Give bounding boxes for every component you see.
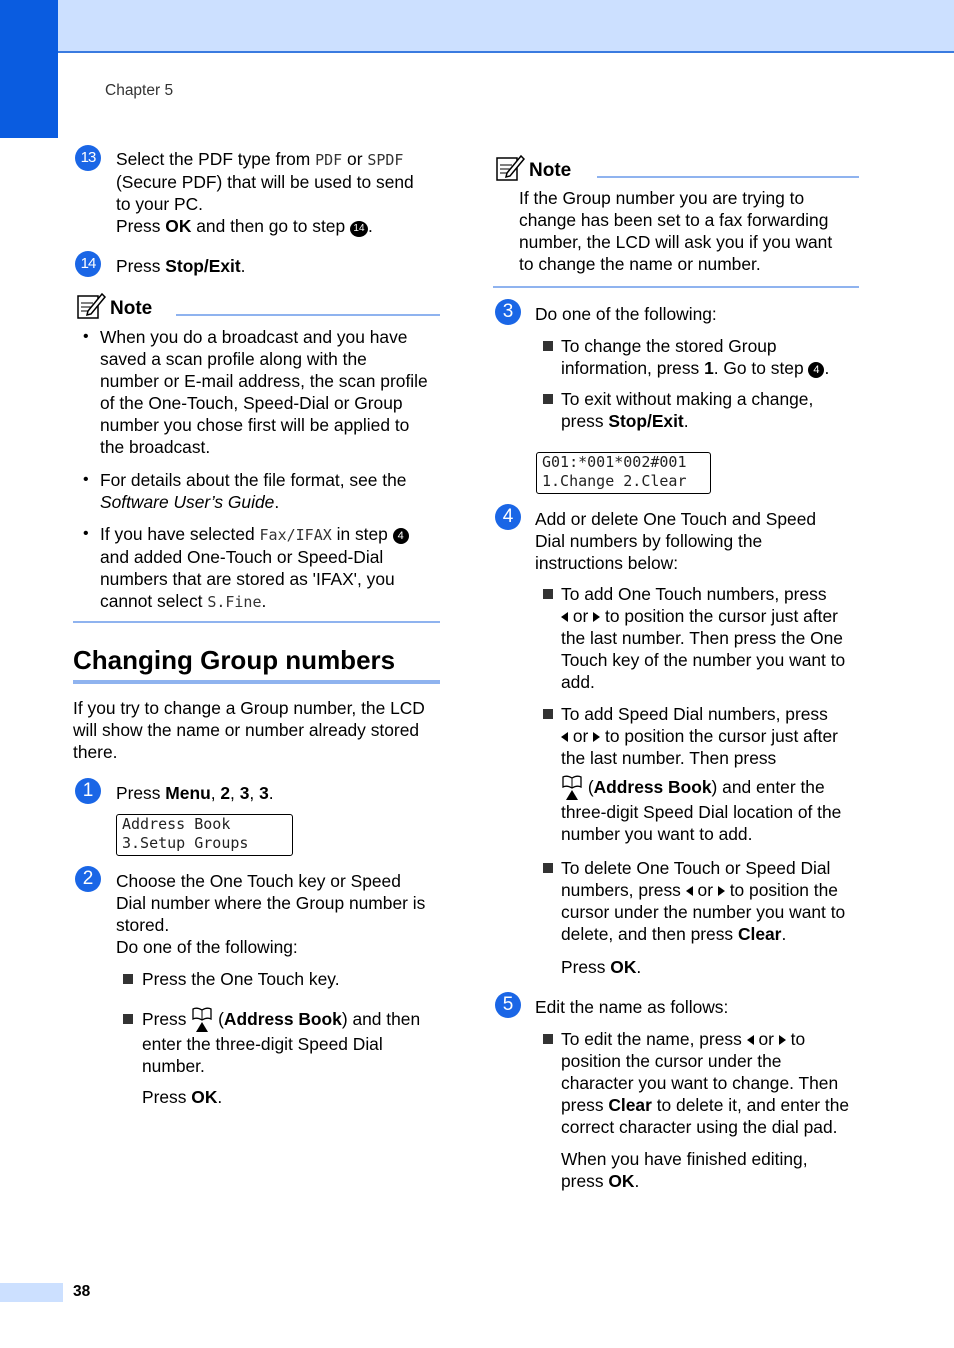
step-3-option-1: To change the stored Group information, press 1. Go to step 4 .	[561, 336, 830, 378]
section-title: Changing Group numbers	[73, 645, 396, 675]
left-arrow-icon	[686, 886, 693, 896]
section-intro: If you try to change a Group number, the LCD will show the name or number already stored there.	[73, 698, 425, 762]
note-rule-bottom	[73, 621, 440, 623]
page-number: 38	[73, 1283, 91, 1300]
note-title: Note	[110, 298, 153, 319]
step-3-text: Do one of the following:	[535, 304, 717, 324]
note-bullet-1: When you do a broadcast and you have saved a scan profile along with the number or E-mail address, the scan profile of the One-Touch, Speed-Dial or Group number you chose first will be applied to the broadcast.	[100, 327, 428, 457]
bullet-square	[543, 863, 553, 873]
bullet-square	[123, 1014, 133, 1024]
bullet-square	[543, 589, 553, 599]
step-ref-badge: 4	[393, 528, 409, 544]
step-3-badge: 3	[495, 299, 521, 325]
address-book-icon	[561, 775, 583, 801]
step-2-option-1: Press the One Touch key.	[142, 969, 340, 989]
step-4-delete: To delete One Touch or Speed Dial numbers, press or to position the cursor under the number you want to delete, and then press Clear.	[561, 858, 846, 944]
step-2-text: Choose the One Touch key or Speed Dial number where the Group number is stored. Do one of the following:	[116, 871, 426, 957]
note-rule-top	[176, 314, 440, 316]
step-5-finished: When you have finished editing, press OK.	[561, 1149, 808, 1191]
note-pencil-icon	[495, 153, 525, 183]
step-4-badge: 4	[495, 504, 521, 530]
step-ref-badge: 14	[350, 221, 368, 237]
step-4-add-one-touch: To add One Touch numbers, press or to position the cursor just after the last number. Then press the One Touch key of the number you want to add.	[561, 584, 846, 692]
bullet-square	[123, 974, 133, 984]
bullet: •	[83, 328, 89, 345]
left-arrow-icon	[747, 1035, 754, 1045]
bullet: •	[83, 525, 89, 542]
left-arrow-icon	[561, 732, 568, 742]
step-13-badge: 13	[75, 145, 101, 171]
step-14-text: Press Stop/Exit.	[116, 256, 246, 276]
note-rule-bottom	[493, 286, 859, 288]
note-rule-top	[597, 176, 859, 178]
note-bullet-2: For details about the file format, see the Software User’s Guide.	[100, 470, 407, 512]
step-5-badge: 5	[495, 992, 521, 1018]
bullet-square	[543, 709, 553, 719]
note-pencil-icon	[76, 291, 106, 321]
step-5-text: Edit the name as follows:	[535, 997, 729, 1017]
step-ref-badge: 4	[808, 362, 824, 378]
lcd-display-2: G01:*001*002#001 1.Change 2.Clear	[536, 452, 711, 494]
note-title: Note	[529, 160, 572, 181]
step-2-option-2: Press (Address Book) and then enter the three-digit Speed Dial number.	[142, 1009, 421, 1076]
chapter-tab	[0, 0, 58, 138]
footer-band	[0, 1283, 63, 1302]
step-4-press-ok: Press OK.	[561, 957, 642, 977]
right-arrow-icon	[593, 732, 600, 742]
note-bullet-3: If you have selected Fax/IFAX in step 4 and added One-Touch or Speed-Dial numbers that are stored as 'IFAX', you cannot select S.Fine.	[100, 523, 409, 613]
right-arrow-icon	[779, 1035, 786, 1045]
right-note-text: If the Group number you are trying to change has been set to a fax forwarding number, the LCD will ask you if you want to change the name or number.	[519, 188, 833, 274]
step-5-edit: To edit the name, press or to position the cursor under the character you want to change. Then press Clear to delete it, and enter the correct character using the dial pad.	[561, 1029, 850, 1137]
step-4-text: Add or delete One Touch and Speed Dial numbers by following the instructions below:	[535, 509, 817, 573]
bullet-square	[543, 341, 553, 351]
bullet-square	[543, 394, 553, 404]
right-arrow-icon	[593, 612, 600, 622]
step-1-text: Press Menu, 2, 3, 3.	[116, 783, 274, 803]
left-arrow-icon	[561, 612, 568, 622]
bullet: •	[83, 471, 89, 488]
step-2-press-ok: Press OK.	[142, 1087, 223, 1107]
step-14-badge: 14	[75, 251, 101, 277]
lcd-display-1: Address Book 3.Setup Groups	[116, 814, 293, 856]
step-1-badge: 1	[75, 778, 101, 804]
right-arrow-icon	[718, 886, 725, 896]
address-book-icon	[191, 1007, 213, 1033]
step-3-option-2: To exit without making a change, press Stop/Exit.	[561, 389, 814, 431]
step-2-badge: 2	[75, 866, 101, 892]
chapter-label: Chapter 5	[105, 82, 174, 99]
step-4-add-speed-dial: To add Speed Dial numbers, press or to position the cursor just after the last number. Then press (Address Book) and enter the three-digit Speed Dial location of the number you want to add.	[561, 704, 842, 844]
bullet-square	[543, 1034, 553, 1044]
section-title-rule	[73, 680, 440, 684]
step-13-text: Select the PDF type from PDF or SPDF (Secure PDF) that will be used to send to your PC. Press OK and then go to step 14 .	[116, 149, 414, 236]
header-band	[0, 0, 954, 53]
